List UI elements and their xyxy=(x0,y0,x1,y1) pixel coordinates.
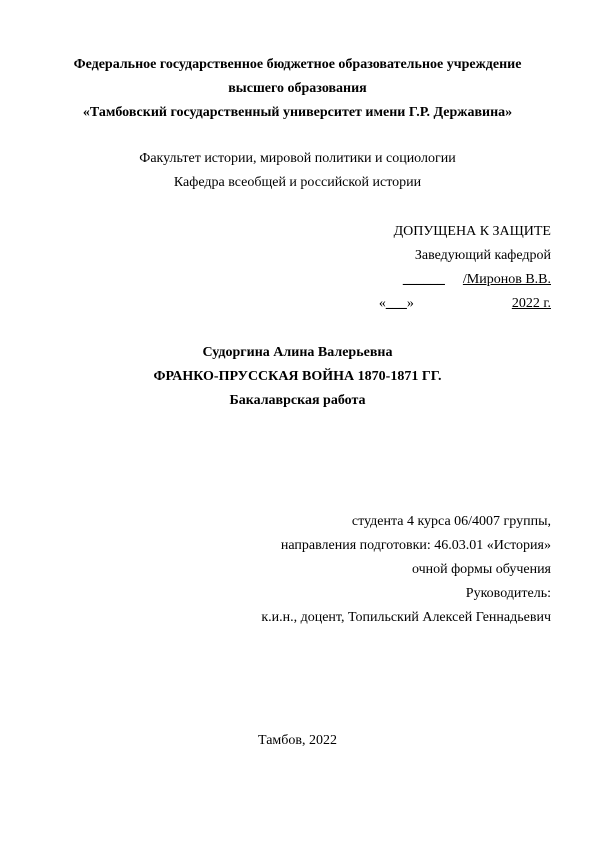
approval-heading: ДОПУЩЕНА К ЗАЩИТЕ xyxy=(393,224,551,239)
signature-name: /Миронов В.В. xyxy=(462,272,551,287)
faculty-name: Факультет истории, мировой политики и социологии xyxy=(139,151,456,166)
work-type: Бакалаврская работа xyxy=(229,393,366,408)
author-name: Судоргина Алина Валерьевна xyxy=(202,345,393,360)
thesis-title: ФРАНКО-ПРУССКАЯ ВОЙНА 1870-1871 ГГ. xyxy=(153,369,442,384)
approval-role: Заведующий кафедрой xyxy=(414,248,551,263)
date-close-quote: » xyxy=(406,296,414,311)
date-open-quote: « xyxy=(378,296,386,311)
city-year: Тамбов, 2022 xyxy=(257,733,337,748)
supervisor-label: Руководитель: xyxy=(465,586,551,601)
signature-blank: ______ xyxy=(402,272,445,287)
institution-line-2: высшего образования xyxy=(228,81,367,96)
student-course-group: студента 4 курса 06/4007 группы, xyxy=(351,514,551,529)
department-name: Кафедра всеобщей и российской истории xyxy=(173,175,422,190)
institution-line-1: Федеральное государственное бюджетное образовательное учреждение xyxy=(73,57,522,72)
institution-line-3: «Тамбовский государственный университет имени Г.Р. Державина» xyxy=(82,105,513,120)
date-year: 2022 г. xyxy=(511,296,551,311)
supervisor-name: к.и.н., доцент, Топильский Алексей Геннадьевич xyxy=(261,610,551,625)
student-direction: направления подготовки: 46.03.01 «История» xyxy=(280,538,551,553)
student-study-form: очной формы обучения xyxy=(411,562,551,577)
date-day-blank: ___ xyxy=(385,296,407,311)
date-line xyxy=(379,296,551,312)
signature-line xyxy=(403,272,551,288)
